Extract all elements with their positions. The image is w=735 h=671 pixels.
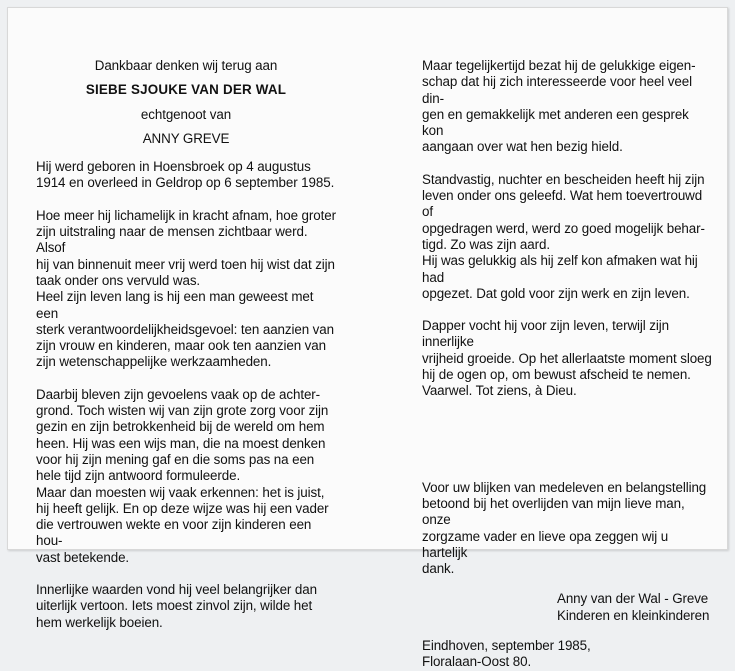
text-line: taak onder ons vervuld was. [36,272,201,288]
thanks-paragraph [422,480,712,578]
text-line: hele tijd zijn antwoord formuleerde. [36,468,241,484]
values-paragraph [36,582,336,631]
signature-line: Kinderen en kleinkinderen [557,607,710,623]
intro-line: Dankbaar denken wij terug aan [94,58,278,73]
birth-paragraph [36,159,336,192]
spouse-label: echtgenoot van [140,106,232,122]
text-line: Heel zijn leven lang is hij een man geweest met een [36,289,314,321]
text-line: tigd. Zo was zijn aard. [422,236,550,252]
text-line: hij van binnenuit meer vrij werd toen hij wist dat zijn [36,256,335,272]
text-line: Hij werd geboren in Hoensbroek op 4 augustus [36,159,311,175]
text-line: schap dat hij zich interesseerde voor heel veel din- [422,74,692,106]
signature-line: Anny van der Wal - Greve [557,591,709,607]
deceased-name: SIEBE SJOUKE VAN DER WAL [85,82,287,98]
text-line: 1914 en overleed in Geldrop op 6 september 1985. [36,175,335,191]
text-line: Dapper vocht hij voor zijn leven, terwijl zijn innerlijke [422,318,669,350]
text-line: Hoe meer hij lichamelijk in kracht afnam, hoe groter [36,207,336,223]
text-line: zijn vrouw en kinderen, maar ook ten aanzien van [36,338,326,354]
text-line: vrijheid groeide. Op het allerlaatste moment sloeg [422,350,712,366]
text-line: betoond bij het overlijden van mijn lieve man, onze [422,495,685,528]
left-column [36,58,336,631]
text-line: hij heeft gelijk. En op deze wijze was hij een vader [36,500,329,516]
text-line: Vaarwel. Tot ziens, à Dieu. [422,383,577,399]
text-line: gen en gemakkelijk met anderen een gesprek kon [422,106,689,139]
memorial-card [7,7,728,670]
text-line: zorgzame vader en lieve opa zeggen wij u hartelijk [422,528,669,560]
signature-block [557,591,712,624]
text-line: opgedragen werd, werd zo goed mogelijk behar- [422,220,705,236]
text-line: dank. [422,561,455,577]
text-line: Daarbij bleven zijn gevoelens vaak op de achter- [36,386,321,402]
place-date-block [422,638,712,671]
text-line: Hij was gelukkig als hij zelf kon afmaken wat hij had [422,253,698,285]
text-line: Standvastig, nuchter en bescheiden heeft hij zijn [422,171,705,187]
text-line: aangaan over wat hen bezig hield. [422,139,623,155]
text-line: heen. Hij was een wijs man, die na moest denken [36,435,326,451]
text-line: voor hij zijn mening gaf en die soms pas na een [36,451,315,467]
text-line: Voor uw blijken van medeleven en belangstelling [422,479,707,495]
steadfast-paragraph [422,172,712,302]
text-line: zijn uitstraling naar de mensen zichtbaar werd. Alsof [36,224,308,256]
text-line: Maar tegelijkertijd bezat hij de gelukkige eigen- [422,58,696,73]
family-paragraph [36,387,336,566]
text-line: uiterlijk vertoon. Iets moest zinvol zijn, wilde het [36,598,313,614]
text-line: Innerlijke waarden vond hij veel belangrijker dan [36,582,317,598]
interests-paragraph [422,58,712,156]
text-line: Maar dan moesten wij vaak erkennen: het is juist, [36,484,325,500]
farewell-paragraph [422,318,712,399]
text-line: vast betekende. [36,549,130,565]
text-line: zijn wetenschappelijke werkzaamheden. [36,354,272,370]
text-line: hem werkelijk boeien. [36,614,163,630]
text-line: hij de ogen op, om bewust afscheid te nemen. [422,367,691,383]
place-date-line: Eindhoven, september 1985, [422,638,591,654]
text-line: opgezet. Dat gold voor zijn werk en zijn leven. [422,285,690,301]
text-line: grond. Toch wisten wij van zijn grote zorg voor zijn [36,403,329,419]
text-line: die vertrouwen wekte en voor zijn kinderen een hou- [36,517,312,549]
text-line: sterk verantwoordelijkheidsgevoel: ten aanzien van [36,321,334,337]
character-paragraph [36,208,336,371]
text-line: leven onder ons geleefd. Wat hem toevertrouwd of [422,188,703,220]
text-line: gezin en zijn betrokkenheid bij de wereld om hem [36,419,325,435]
address-line: Floralaan-Oost 80. [422,654,532,670]
right-column [422,58,712,671]
spouse-name: ANNY GREVE [142,130,230,146]
